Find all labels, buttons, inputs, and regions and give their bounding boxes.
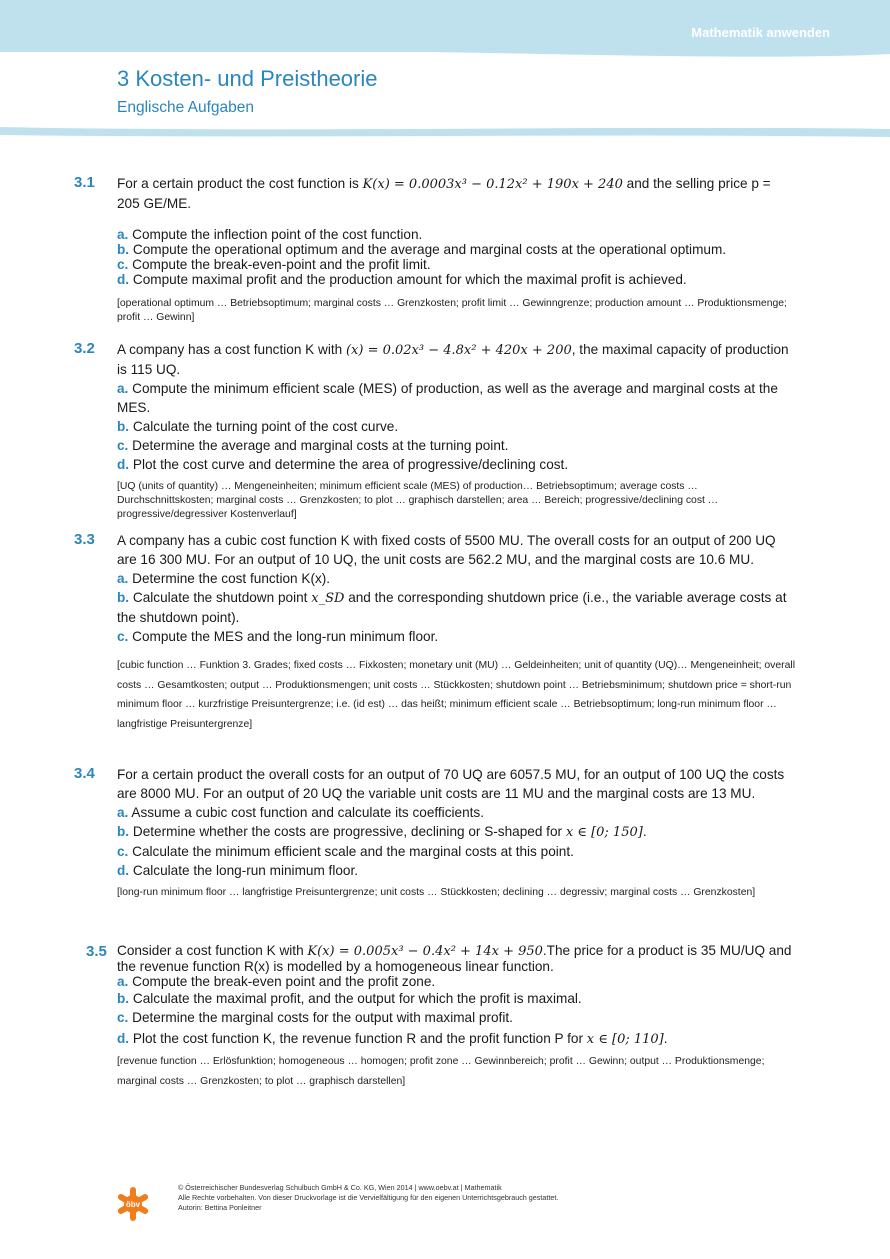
subtask-text: and the corresponding shutdown price (i.e., the variable average costs at the shutdown point).	[117, 590, 787, 625]
subtask-label: a.	[117, 805, 129, 820]
subtask	[117, 436, 797, 455]
subtask	[117, 588, 797, 627]
subtask-text: Assume a cubic cost function and calculate its coefficients.	[131, 805, 484, 820]
subtask-text: Plot the cost function K, the revenue function R and the profit function P for	[132, 1031, 584, 1046]
subtask-label: b.	[117, 991, 130, 1006]
task-3-5	[117, 943, 797, 1091]
task-intro	[117, 340, 797, 379]
subtask	[117, 861, 797, 880]
task-3-3	[117, 531, 797, 734]
subtask	[117, 974, 797, 989]
intro-text: .The price for a product is 35 MU/UQ and the revenue function R(x) is modelled by a homogeneous linear function.	[117, 943, 792, 974]
subtask-text: Compute the break-even point and the profit zone.	[132, 974, 436, 989]
subtask-text: Determine the average and marginal costs at the turning point.	[132, 438, 509, 453]
intro-text: Consider a cost function K with	[117, 943, 304, 958]
brand-label: Mathematik anwenden	[691, 25, 830, 40]
interval: x ∈ [0; 110]	[586, 1032, 664, 1047]
subtask-text: Calculate the shutdown point	[132, 590, 308, 605]
page-title: 3 Kosten- und Preistheorie	[117, 66, 378, 91]
subtask-label: c.	[117, 1010, 129, 1025]
subtask-label: d.	[117, 1031, 130, 1046]
intro-text: and the selling price p = 205 GE/ME.	[117, 176, 771, 211]
subtask-label: c.	[117, 257, 129, 272]
subtask	[117, 227, 797, 242]
intro-text: A company has a cost function K with	[117, 342, 343, 357]
subtask	[117, 803, 797, 822]
subtask	[117, 627, 797, 646]
task-number: 3.4	[74, 765, 95, 782]
glossary: [revenue function … Erlösfunktion; homogeneous … homogen; profit zone … Gewinnbereich; profit … Gewinn; output … Produktionsmenge; marginal costs … Grenzkosten; to plot … graphisch darstellen]	[117, 1056, 765, 1087]
subtask-label: d.	[117, 457, 130, 472]
cost-formula: K(x) = 0.0003x³ − 0.12x² + 190x + 240	[362, 177, 623, 192]
subtask-label: c.	[117, 438, 129, 453]
page-subtitle: Englische Aufgaben	[117, 99, 255, 116]
interval: x ∈ [0; 150]	[565, 825, 643, 840]
subtask	[117, 569, 797, 588]
task-number: 3.1	[74, 174, 95, 191]
task-intro	[117, 943, 797, 974]
subtask-label: c.	[117, 629, 129, 644]
subtask-text: .	[663, 1031, 668, 1046]
subtask-text: Calculate the turning point of the cost curve.	[132, 419, 399, 434]
subtask	[117, 842, 797, 861]
header-wave	[0, 40, 890, 64]
subtask-text: Compute the minimum efficient scale (MES) of production, as well as the average and marginal costs at the MES.	[117, 381, 778, 415]
copyright-line: © Österreichischer Bundesverlag Schulbuch GmbH & Co. KG, Wien 2014 | www.oebv.at | Mathematik	[178, 1183, 502, 1192]
subtask	[117, 272, 797, 287]
subtask-text: Compute the break-even-point and the profit limit.	[132, 257, 431, 272]
glossary: [long-run minimum floor … langfristige Preisuntergrenze; unit costs … Stückkosten; declining … degressiv; marginal costs … Grenzkosten]	[117, 887, 756, 898]
subtask-text: Plot the cost curve and determine the area of progressive/declining cost.	[132, 457, 569, 472]
task-number: 3.2	[74, 340, 95, 357]
subtask-label: a.	[117, 381, 129, 396]
subtask-label: a.	[117, 227, 129, 242]
subtask-label: b.	[117, 824, 130, 839]
subtask-text: Determine the marginal costs for the output with maximal profit.	[132, 1010, 513, 1025]
task-number: 3.5	[86, 943, 107, 960]
subtask-text: .	[642, 824, 647, 839]
logo-text: öbv	[125, 1200, 141, 1209]
intro-text: For a certain product the cost function is	[117, 176, 359, 191]
subtask-text: Calculate the minimum efficient scale and the marginal costs at this point.	[132, 844, 574, 859]
subtask	[117, 417, 797, 436]
subtask-text: Compute the MES and the long-run minimum floor.	[132, 629, 439, 644]
subtask	[117, 822, 797, 842]
oebv-logo-icon	[115, 1186, 151, 1222]
task-3-1	[117, 174, 797, 325]
subtask-label: b.	[117, 419, 130, 434]
subtask-label: d.	[117, 272, 130, 287]
footer	[178, 1183, 558, 1213]
task-intro	[117, 174, 797, 213]
subtask	[117, 1027, 797, 1052]
subtask	[117, 379, 797, 417]
task-intro: For a certain product the overall costs for an output of 70 UQ are 6057.5 MU, for an output of 100 UQ the costs are 8000 MU. For an output of 20 UQ the variable unit costs are 11 MU and the marginal costs are 13 MU.	[117, 767, 785, 801]
subtask	[117, 257, 797, 272]
task-number: 3.3	[74, 531, 95, 548]
glossary: [cubic function … Funktion 3. Grades; fixed costs … Fixkosten; monetary unit (MU) … Geldeinheiten; unit of quantity (UQ)… Mengeneinheit; overall costs … Gesamtkosten; output … Produktionsmengen; unit costs … Stückkosten; shutdown point … Betriebsminimum; shutdown price = short-run minimum floor … kurzfristige Preisuntergrenze; i.e. (id est) … das heißt; minimum efficient scale … Betriebsoptimum; long-run minimum floor … langfristige Preisuntergrenze]	[117, 660, 796, 730]
subtask-label: b.	[117, 590, 130, 605]
subtask	[117, 455, 797, 474]
task-intro: A company has a cubic cost function K with fixed costs of 5500 MU. The overall costs for an output of 200 UQ are 16 300 MU. For an output of 10 UQ, the unit costs are 562.2 MU, and the marginal costs are 10.6 MU.	[117, 533, 776, 567]
subtask-text: Compute maximal profit and the production amount for which the maximal profit is achieved.	[132, 272, 687, 287]
subtask-label: d.	[117, 863, 130, 878]
subtask-label: a.	[117, 974, 129, 989]
shutdown-symbol: x_SD	[311, 591, 345, 606]
rights-line: Alle Rechte vorbehalten. Von dieser Druckvorlage ist die Vervielfältigung für den eigenen Unterrichtsgebrauch gestattet.	[178, 1193, 559, 1202]
subtask-text: Determine whether the costs are progressive, declining or S-shaped for	[132, 824, 563, 839]
glossary: [operational optimum … Betriebsoptimum; marginal costs … Grenzkosten; profit limit … Gewinngrenze; production amount … Produktionsmenge; profit … Gewinn]	[117, 298, 787, 323]
subtask-label: b.	[117, 242, 130, 257]
subtask-text: Determine the cost function K(x).	[132, 571, 331, 586]
author-line: Autorin: Bettina Ponleitner	[178, 1203, 262, 1212]
subtask	[117, 1008, 797, 1027]
divider-band	[0, 125, 890, 139]
task-3-2	[117, 340, 797, 522]
cost-formula: (x) = 0.02x³ − 4.8x² + 420x + 200	[345, 343, 572, 358]
glossary: [UQ (units of quantity) … Mengeneinheiten; minimum efficient scale (MES) of production… Betriebsoptimum; average costs … Durchschnittskosten; marginal costs … Grenzkosten; to plot … graphisch darstellen; area … Bereich; progressive/declining cost … progressive/degressiver Kostenverlauf]	[117, 481, 719, 520]
subtask-label: c.	[117, 844, 129, 859]
subtask-text: Compute the inflection point of the cost function.	[132, 227, 423, 242]
intro-text: , the maximal capacity of production is 115 UQ.	[117, 342, 789, 377]
subtask	[117, 989, 797, 1008]
task-3-4	[117, 765, 797, 900]
cost-formula: K(x) = 0.005x³ − 0.4x² + 14x + 950	[307, 944, 543, 959]
subtask-text: Calculate the long-run minimum floor.	[132, 863, 359, 878]
subtask-label: a.	[117, 571, 129, 586]
subtask-text: Compute the operational optimum and the average and marginal costs at the operational optimum.	[132, 242, 727, 257]
subtask-text: Calculate the maximal profit, and the output for which the profit is maximal.	[132, 991, 582, 1006]
subtask	[117, 242, 797, 257]
